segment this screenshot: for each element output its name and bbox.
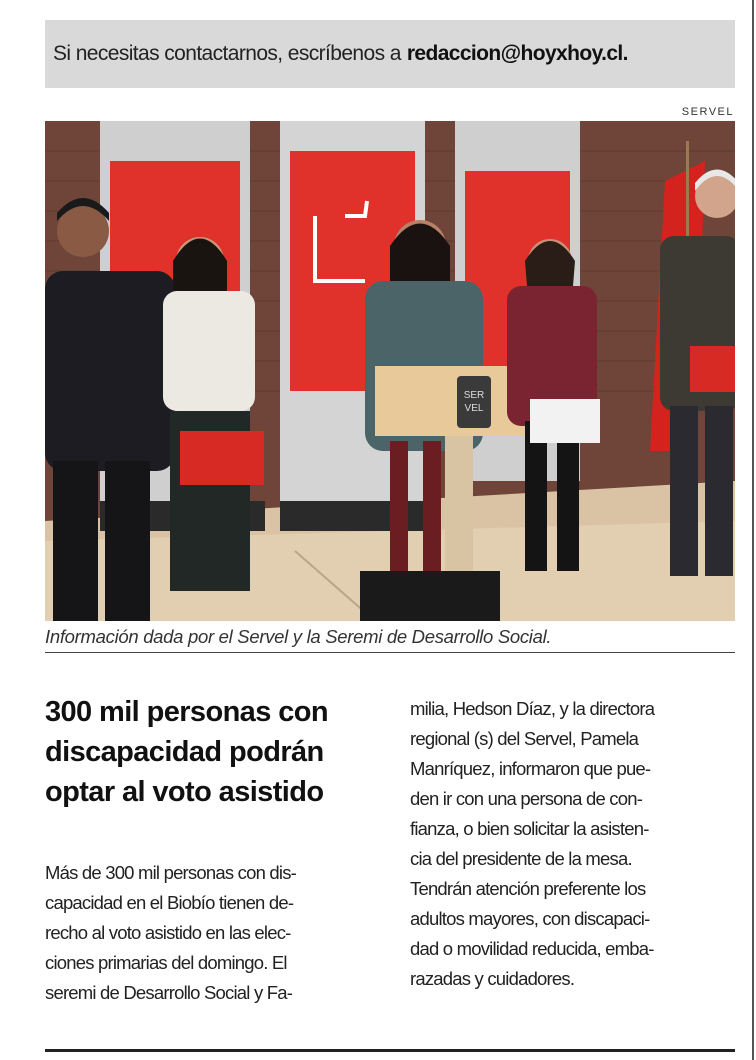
contact-email-link[interactable]: redaccion@hoyxhoy.cl. bbox=[406, 42, 628, 65]
body-line: razadas y cuidadores. bbox=[410, 968, 575, 989]
body-line: den ir con una persona de con- bbox=[410, 788, 643, 809]
contact-banner bbox=[45, 20, 735, 88]
body-line: adultos mayores, con discapaci- bbox=[410, 908, 650, 929]
body-line: cia del presidente de la mesa. bbox=[410, 848, 632, 869]
body-line: dad o movilidad reducida, emba- bbox=[410, 938, 654, 959]
body-line: recho al voto asistido en las elec- bbox=[45, 922, 291, 943]
article-body-column-left bbox=[45, 858, 375, 1008]
body-line: ciones primarias del domingo. El bbox=[45, 952, 287, 973]
podium-logo-top: SER bbox=[463, 390, 485, 401]
headline-line: discapacidad podrán bbox=[45, 736, 324, 768]
podium-logo-bottom: VEL bbox=[464, 403, 484, 414]
photo-credit: SERVEL bbox=[681, 106, 734, 118]
body-line: Manríquez, informaron que pue- bbox=[410, 758, 651, 779]
body-line: regional (s) del Servel, Pamela bbox=[410, 728, 639, 749]
bottom-divider bbox=[45, 1049, 735, 1052]
body-line: seremi de Desarrollo Social y Fa- bbox=[45, 982, 293, 1003]
contact-text: Si necesitas contactarnos, escríbenos a bbox=[53, 42, 401, 65]
headline-line: 300 mil personas con bbox=[45, 696, 328, 728]
article-headline bbox=[45, 692, 385, 812]
body-line: fianza, o bien solicitar la asisten- bbox=[410, 818, 649, 839]
page-edge-rule bbox=[752, 0, 754, 1060]
headline-line: optar al voto asistido bbox=[45, 776, 324, 808]
article-photo bbox=[45, 121, 735, 621]
caption-divider bbox=[45, 652, 735, 653]
body-line: Más de 300 mil personas con dis- bbox=[45, 862, 297, 883]
article-body-column-right bbox=[410, 694, 736, 994]
body-line: Tendrán atención preferente los bbox=[410, 878, 646, 899]
photo-caption: Información dada por el Servel y la Seremi de Desarrollo Social. bbox=[45, 626, 552, 647]
body-line: milia, Hedson Díaz, y la directora bbox=[410, 698, 655, 719]
body-line: capacidad en el Biobío tienen de- bbox=[45, 892, 294, 913]
